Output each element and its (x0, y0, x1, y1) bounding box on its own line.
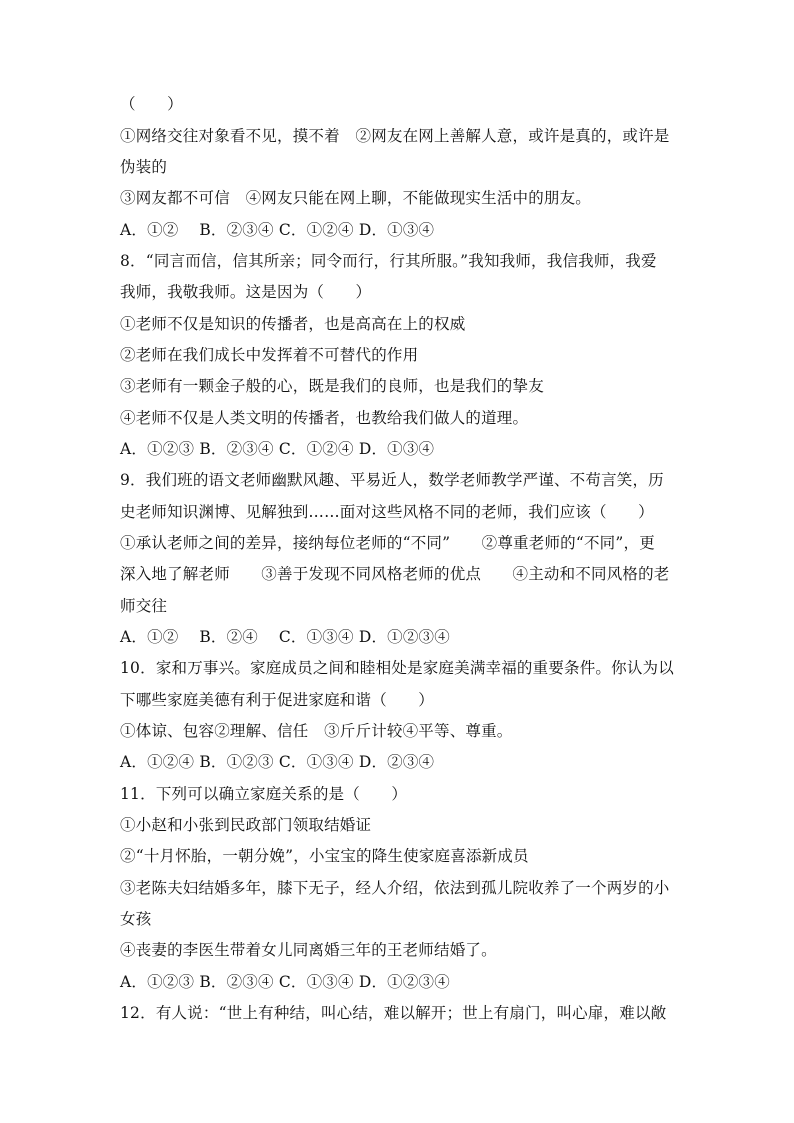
text-line: 下哪些家庭美德有利于促进家庭和谐（ ） (120, 691, 435, 709)
text-line: ③网友都不可信 ④网友只能在网上聊，不能做现实生活中的朋友。 (120, 189, 592, 207)
text-line: 史老师知识渊博、见解独到……面对这些风格不同的老师，我们应该（ ） (120, 503, 654, 521)
text-line: ②老师在我们成长中发挥着不可替代的作用 (120, 346, 419, 364)
text-line: ②“十月怀胎，一朝分娩”，小宝宝的降生使家庭喜添新成员 (120, 847, 529, 865)
text-line: 11．下列可以确立家庭关系的是（ ） (120, 785, 408, 803)
text-line: ①承认老师之间的差异，接纳每位老师的“不同” ②尊重老师的“不同”，更 (120, 534, 655, 552)
text-line: （ ） (120, 95, 183, 113)
text-line: ③老陈夫妇结婚多年，膝下无子，经人介绍，依法到孤儿院收养了一个两岁的小 (120, 879, 670, 897)
text-line: A．①② B．②④ C．①③④ D．①②③④ (120, 628, 450, 646)
text-line: 10．家和万事兴。家庭成员之间和睦相处是家庭美满幸福的重要条件。你认为以 (120, 659, 674, 677)
text-line: A．①②④ B．①②③ C．①③④ D．②③④ (120, 753, 435, 771)
text-line: 9．我们班的语文老师幽默风趣、平易近人，数学老师教学严谨、不苟言笑，历 (120, 471, 664, 489)
text-line: ④老师不仅是人类文明的传播者，也教给我们做人的道理。 (120, 409, 529, 427)
text-line: ①体谅、包容②理解、信任 ③斤斤计较④平等、尊重。 (120, 722, 513, 740)
text-line: 8．“同言而信，信其所亲；同令而行，行其所服。”我知我师，我信我师，我爱 (120, 252, 657, 270)
text-line: ①网络交往对象看不见，摸不着 ②网友在网上善解人意，或许是真的，或许是 (120, 127, 670, 145)
text-line: 12．有人说：“世上有种结，叫心结，难以解开；世上有扇门，叫心扉，难以敞 (120, 1004, 667, 1022)
text-line: 深入地了解老师 ③善于发现不同风格老师的优点 ④主动和不同风格的老 (120, 565, 670, 583)
text-line: ③老师有一颗金子般的心，既是我们的良师，也是我们的挚友 (120, 377, 544, 395)
text-line: 伪装的 (120, 158, 168, 176)
text-line: ①老师不仅是知识的传播者，也是高高在上的权威 (120, 315, 466, 333)
text-line: 我师，我敬我师。这是因为（ ） (120, 283, 372, 301)
text-line: A．①②③ B．②③④ C．①②④ D．①③④ (120, 440, 435, 458)
text-line: 师交往 (120, 597, 168, 615)
text-line: ①小赵和小张到民政部门领取结婚证 (120, 816, 372, 834)
text-line: 女孩 (120, 910, 152, 928)
text-line: A．①② B．②③④ C．①②④ D．①③④ (120, 221, 435, 239)
text-line: ④丧妻的李医生带着女儿同离婚三年的王老师结婚了。 (120, 941, 497, 959)
text-line: A．①②③ B．②③④ C．①③④ D．①②③④ (120, 973, 450, 991)
